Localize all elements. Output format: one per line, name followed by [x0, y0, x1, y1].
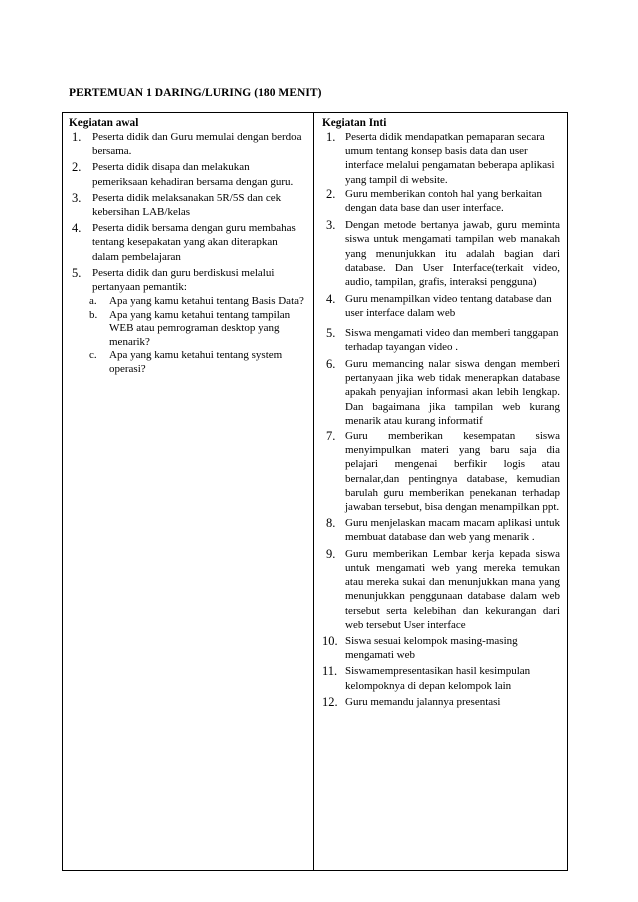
list-item: [322, 130, 560, 187]
list-item: [322, 292, 560, 320]
list-item: [322, 187, 560, 215]
list-item: [322, 634, 560, 662]
item-text: Peserta didik bersama dengan guru membahas tentang kesepakatan yang akan diterapkan dalam pembelajaran: [92, 222, 296, 263]
item-number: 3.: [326, 218, 336, 233]
item-text: Peserta didik dan Guru memulai dengan berdoa bersama.: [92, 131, 302, 158]
item-text: Guru menampilkan video tentang database dan user interface dalam web: [345, 293, 552, 320]
list-item: [322, 664, 560, 692]
opening-activities-list: [69, 130, 307, 376]
opening-activities-heading: Kegiatan awal: [69, 117, 139, 129]
item-number: 1.: [72, 130, 82, 144]
list-item: [322, 695, 560, 709]
core-activities-list: [322, 130, 560, 709]
list-item: [322, 547, 560, 632]
item-number: 1.: [326, 130, 336, 144]
list-item: [69, 160, 307, 188]
list-item: [322, 218, 560, 289]
item-text: Dengan metode bertanya jawab, guru meminta siswa untuk mengamati tampilan web manakah yang menunjukkan itu adalah bagian dari database. Dan User Interface(terkait video, audio, tampilan, grafis, interaksi pengguna): [345, 219, 560, 289]
item-text: Guru memancing nalar siswa dengan memberi pertanyaan jika web tidak menerapkan database apakah penyajian informasi akan lebih lengkap. Dan bagaimana jika tampilan web kurang menarik atau kurang informatif: [345, 358, 560, 427]
item-number: 4.: [72, 221, 82, 236]
sub-list-item: [69, 309, 307, 350]
item-text: Siswamempresentasikan hasil kesimpulan kelompoknya di depan kelompok lain: [345, 665, 531, 692]
item-number: 8.: [326, 516, 336, 531]
page-title: PERTEMUAN 1 DARING/LURING (180 MENIT): [69, 87, 322, 99]
list-item: [69, 191, 307, 219]
sub-item-letter: b.: [89, 308, 98, 321]
item-text: Peserta didik mendapatkan pemaparan secara umum tentang konsep basis data dan user interface melalui pengamatan beberapa aplikasi yang tampil di website.: [345, 131, 555, 186]
item-number: 11.: [322, 664, 338, 679]
list-item: [69, 221, 307, 264]
item-number: 6.: [326, 357, 336, 372]
item-number: 10.: [322, 633, 338, 648]
item-number: 5.: [326, 325, 336, 340]
item-number: 2.: [326, 186, 336, 201]
sub-list-item: [69, 349, 307, 376]
activity-table: [62, 112, 568, 871]
item-number: 3.: [72, 190, 82, 205]
item-number: 5.: [72, 265, 82, 280]
list-item: [69, 130, 307, 158]
sub-item-text: Apa yang kamu ketahui tentang Basis Data?: [109, 295, 304, 308]
item-text: Peserta didik dan guru berdiskusi melalui pertanyaan pemantik:: [92, 266, 275, 294]
item-text: Guru memberikan kesempatan siswa menyimpulkan materi yang baru saja dia pelajari mengenai berfikir logis atau bernalar,dan pentingnya database, kemudian barulah guru memberikan penekanan terhadap jawaban tersebut, bisa dengan menampilkan ppt.: [345, 430, 560, 514]
list-item: [322, 326, 560, 354]
list-item: [322, 429, 560, 514]
item-number: 9.: [326, 546, 336, 561]
sub-item-letter: a.: [89, 295, 97, 308]
item-number: 7.: [326, 429, 336, 444]
core-activities-heading: Kegiatan Inti: [322, 117, 387, 129]
item-number: 4.: [326, 292, 336, 307]
sub-item-letter: c.: [89, 349, 97, 362]
item-number: 2.: [72, 160, 82, 175]
sub-list-item: [69, 295, 307, 309]
list-item: [322, 516, 560, 544]
item-number: 12.: [322, 694, 338, 709]
core-activities-column: [314, 113, 567, 870]
item-text: Peserta didik melaksanakan 5R/5S dan cek kebersihan LAB/kelas: [92, 191, 282, 219]
item-text: Guru memandu jalannya presentasi: [345, 695, 501, 708]
item-text: Guru memberikan Lembar kerja kepada siswa untuk mengamati web yang mereka temukan atau mereka sukai dan menunjukkan mana yang menunjukkan penggunaan database dalam web tersebut serta kelebihan dan kekurangan dari web tersebut User interface: [345, 547, 560, 631]
list-item: [322, 357, 560, 428]
opening-activities-column: [63, 113, 314, 870]
list-item: [69, 266, 307, 376]
item-text: Peserta didik disapa dan melakukan pemeriksaan kehadiran bersama dengan guru.: [92, 161, 294, 188]
item-text: Guru menjelaskan macam macam aplikasi untuk membuat database dan web yang menarik .: [345, 517, 560, 544]
item-text: Guru memberikan contoh hal yang berkaitan dengan data base dan user interface.: [345, 187, 543, 215]
sub-item-text: Apa yang kamu ketahui tentang system operasi?: [109, 349, 283, 375]
item-text: Siswa mengamati video dan memberi tanggapan terhadap tayangan video .: [345, 326, 559, 353]
trigger-questions-list: [69, 295, 307, 376]
item-text: Siswa sesuai kelompok masing-masing mengamati web: [345, 634, 518, 662]
sub-item-text: Apa yang kamu ketahui tentang tampilan WEB atau pemrograman desktop yang menarik?: [109, 308, 291, 348]
